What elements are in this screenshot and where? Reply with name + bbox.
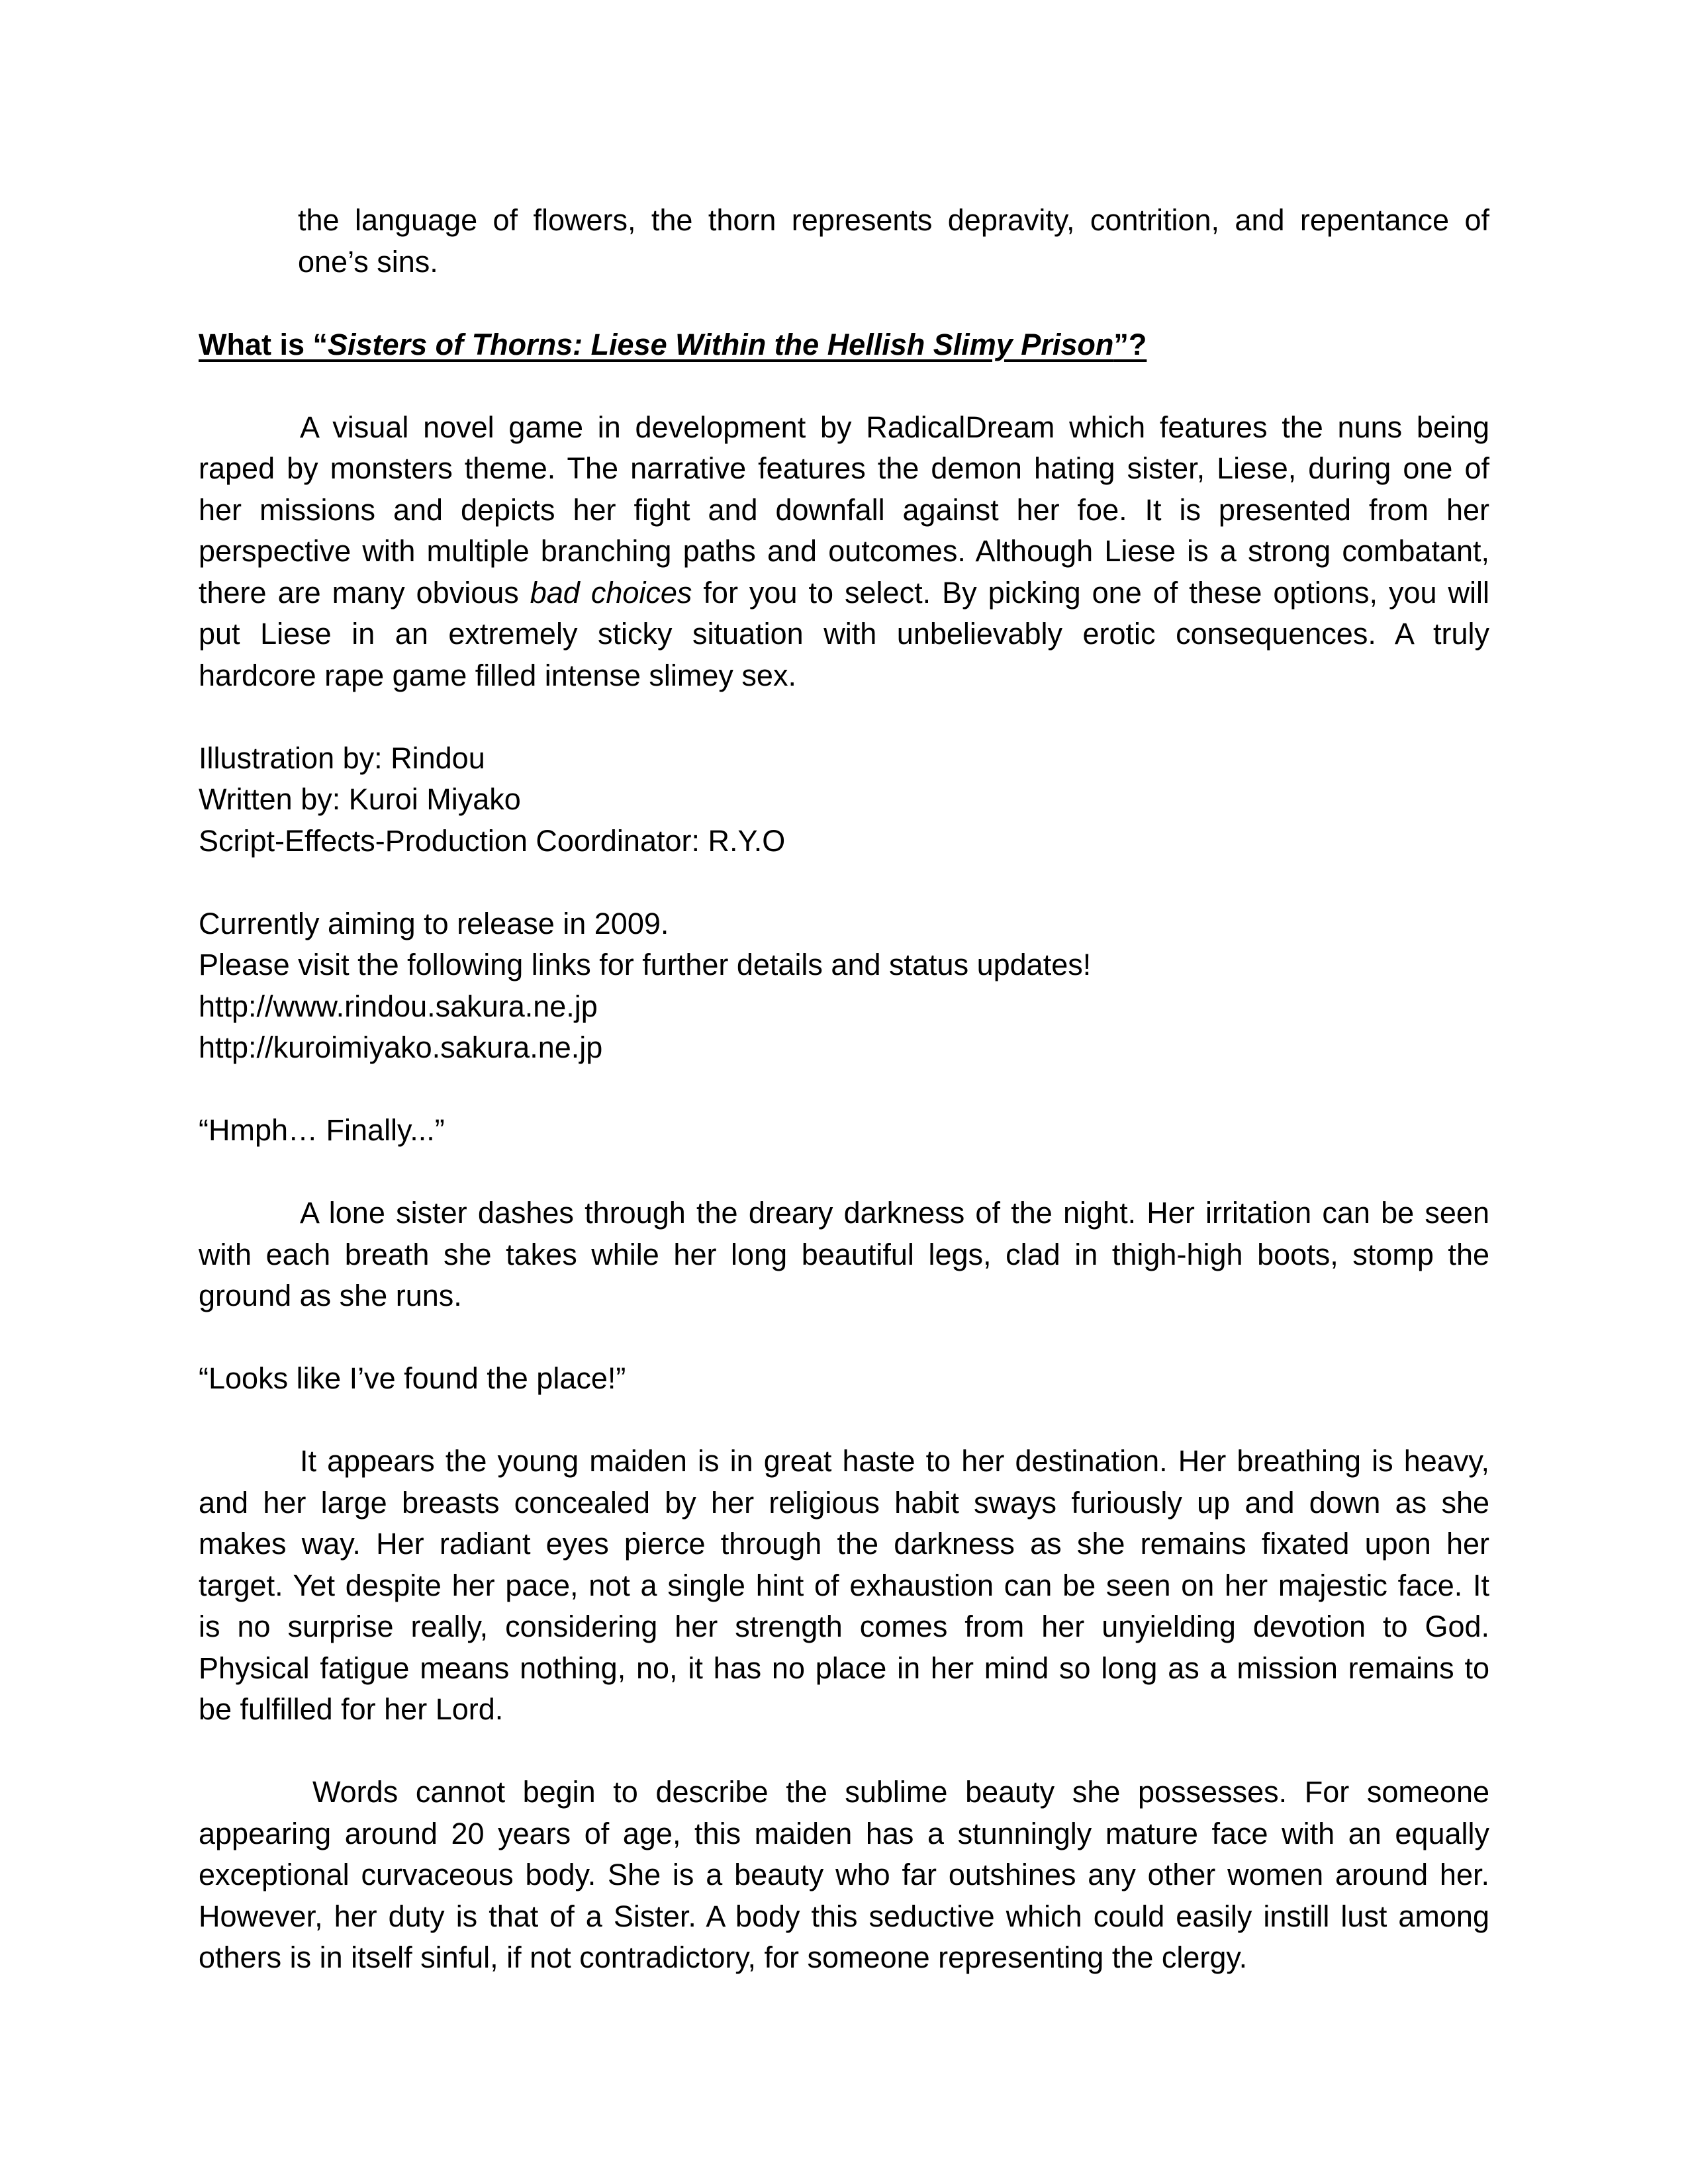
paragraph-about-game: [199, 407, 1489, 697]
text-line: exceptional curvaceous body. She is a beauty who far outshines any other women around her.: [199, 1858, 1489, 1891]
text-line: hardcore rape game filled intense slimey sex.: [199, 658, 796, 692]
credit-coordinator: Script-Effects-Production Coordinator: R.Y.O: [199, 823, 786, 858]
release-links-intro: Please visit the following links for further details and status updates!: [199, 948, 1092, 981]
text-line: raped by monsters theme. The narrative features the demon hating sister, Liese, during one of: [199, 451, 1489, 485]
text-line: the language of flowers, the thorn represents depravity, contrition, and repentance of: [298, 203, 1489, 237]
link-url-kuroimiyako: http://kuroimiyako.sakura.ne.jp: [199, 1030, 603, 1064]
credits-list: [199, 738, 1489, 862]
section-heading: [199, 324, 1489, 366]
release-date-line: Currently aiming to release in 2009.: [199, 906, 669, 940]
heading-prefix: What is “: [199, 327, 328, 361]
text-segment: for you to select. By picking one of these options, you will: [692, 575, 1489, 610]
text-line: is no surprise really, considering her strength comes from her unyielding devotion to God.: [199, 1610, 1489, 1643]
text-line: one’s sins.: [298, 244, 438, 279]
release-info: [199, 903, 1489, 1069]
text-line: others is in itself sinful, if not contradictory, for someone representing the clergy.: [199, 1940, 1248, 1974]
text-line: put Liese in an extremely sticky situation with unbelievably erotic consequences. A truly: [199, 617, 1489, 651]
paragraph-haste: [199, 1441, 1489, 1731]
quote-line: “Hmph… Finally...”: [199, 1113, 445, 1147]
text-line: A visual novel game in development by RadicalDream which features the nuns being: [300, 410, 1489, 444]
credit-writer: Written by: Kuroi Miyako: [199, 782, 521, 816]
text-line: [199, 572, 1489, 614]
text-line: and her large breasts concealed by her religious habit sways furiously up and down as she: [199, 1485, 1489, 1520]
text-line: Words cannot begin to describe the sublime beauty she possesses. For someone: [312, 1775, 1489, 1809]
text-line: A lone sister dashes through the dreary darkness of the night. Her irritation can be seen: [300, 1196, 1489, 1230]
paragraph-beauty: [199, 1772, 1489, 1979]
heading-game-title: Sisters of Thorns: Liese Within the Hellish Slimy Prison: [328, 327, 1114, 361]
text-segment-italic: bad choices: [530, 575, 692, 610]
quote-line: “Looks like I’ve found the place!”: [199, 1361, 626, 1395]
text-line: However, her duty is that of a Sister. A body this seductive which could easily instill lust among: [199, 1899, 1489, 1933]
text-line: ground as she runs.: [199, 1279, 462, 1312]
paragraph-fragment: [298, 200, 1489, 283]
text-segment: there are many obvious: [199, 575, 530, 610]
text-line: appearing around 20 years of age, this maiden has a stunningly mature face with an equally: [199, 1816, 1489, 1850]
text-line: It appears the young maiden is in great haste to her destination. Her breathing is heavy,: [300, 1444, 1489, 1478]
credit-illustration: Illustration by: Rindou: [199, 741, 485, 775]
quote-found-place: [199, 1358, 1489, 1400]
paragraph-sister-running: [199, 1193, 1489, 1317]
text-line: with each breath she takes while her long beautiful legs, clad in thigh-high boots, stomp the: [199, 1237, 1489, 1271]
text-line: target. Yet despite her pace, not a single hint of exhaustion can be seen on her majestic face. It: [199, 1568, 1489, 1602]
text-line: her missions and depicts her fight and downfall against her foe. It is presented from her: [199, 492, 1489, 527]
text-line: perspective with multiple branching paths and outcomes. Although Liese is a strong combatant,: [199, 534, 1489, 568]
text-line: be fulfilled for her Lord.: [199, 1692, 504, 1726]
heading-line: [199, 324, 1489, 366]
text-line: Physical fatigue means nothing, no, it has no place in her mind so long as a mission remains to: [199, 1651, 1489, 1685]
link-url-rindou: http://www.rindou.sakura.ne.jp: [199, 989, 598, 1023]
quote-hmph: [199, 1110, 1489, 1152]
text-line: makes way. Her radiant eyes pierce through the darkness as she remains fixated upon her: [199, 1527, 1489, 1561]
heading-suffix: ”?: [1113, 327, 1147, 361]
